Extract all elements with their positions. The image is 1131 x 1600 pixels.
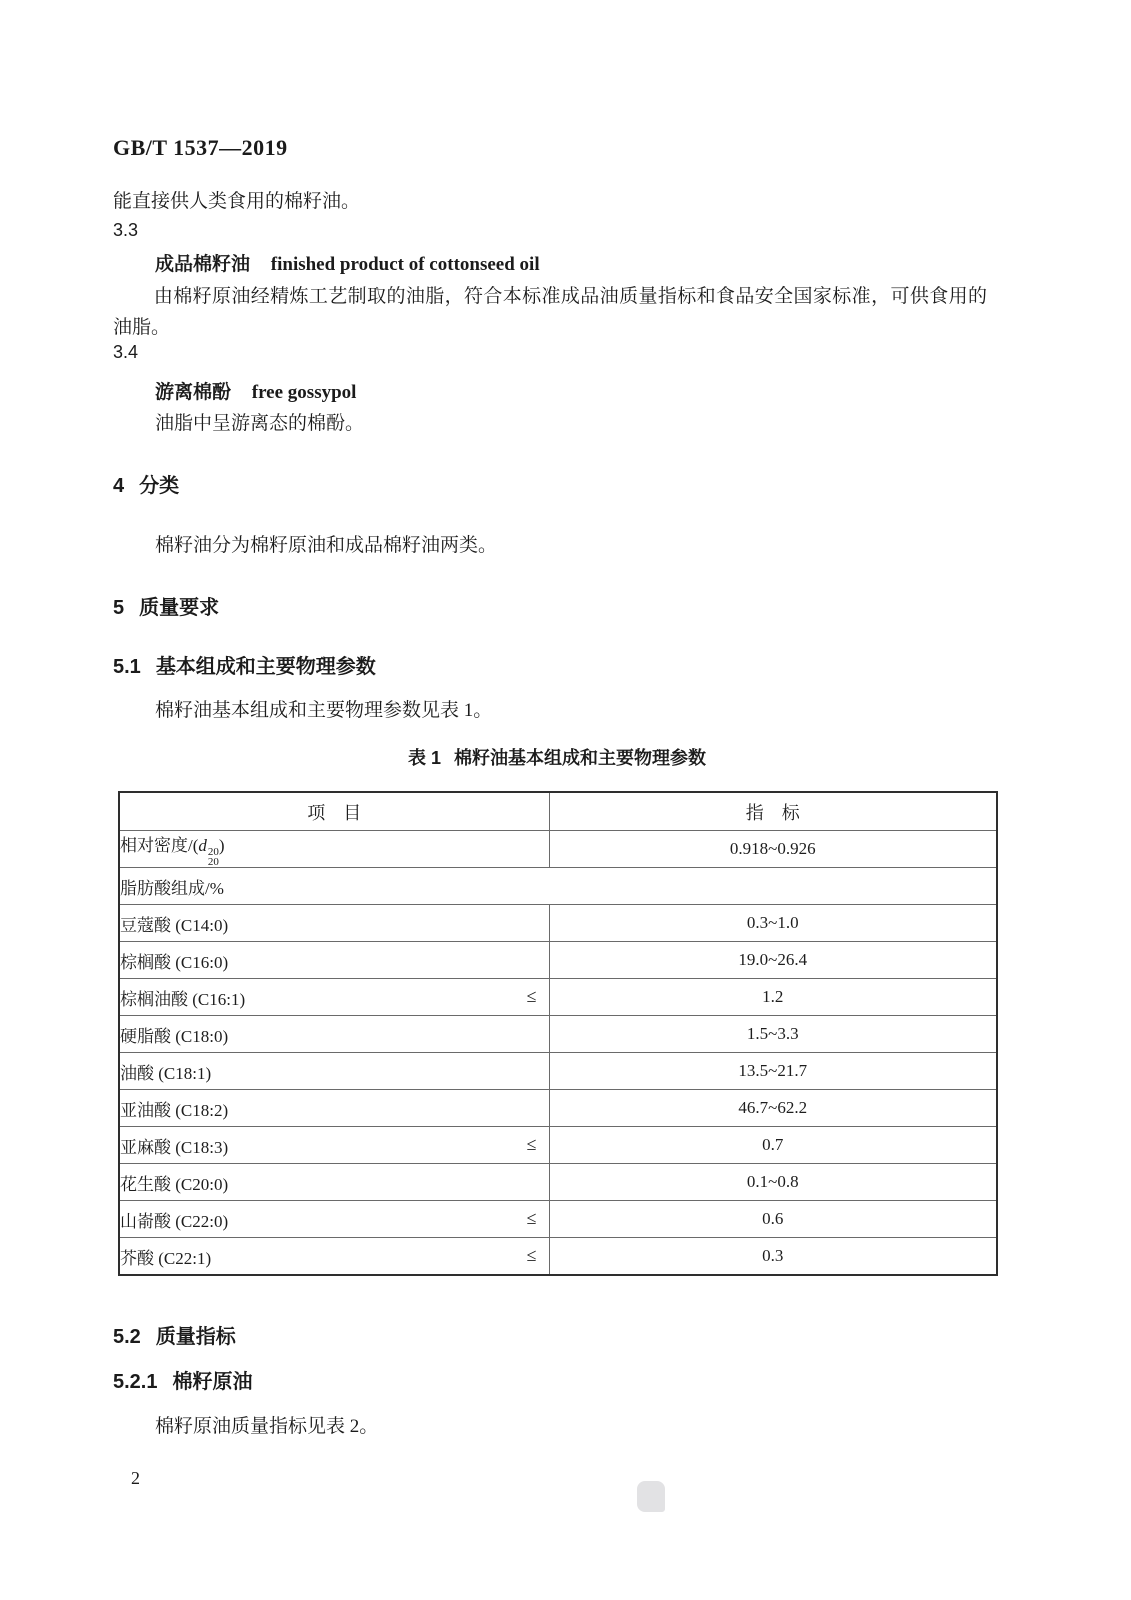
less-than-or-equal-sign: ≤ [526,1208,537,1229]
term-en-3-3: finished product of cottonseed oil [270,254,540,275]
value-cell: 0.3 [549,1238,997,1276]
table-row [119,1164,997,1201]
table-row [119,1090,997,1127]
section-heading-5-1 [113,650,376,679]
less-than-or-equal-sign: ≤ [526,1245,537,1266]
section-heading-5 [113,591,219,620]
item-cell: 豆蔻酸 (C14:0) [119,905,549,942]
group-header-cell: 脂肪酸组成/% [119,868,997,905]
value-cell: 0.3~1.0 [549,905,997,942]
column-header-spec: 指 标 [549,792,997,831]
item-cell: 硬脂酸 (C18:0) [119,1016,549,1053]
table1-tbody [119,831,997,1276]
table-row [119,1053,997,1090]
less-than-or-equal-sign: ≤ [526,1134,537,1155]
term-zh-3-4: 游离棉酚 [155,382,232,403]
paragraph-intro: 能直接供人类食用的棉籽油。 [113,191,361,212]
value-cell: 0.6 [549,1201,997,1238]
table-row [119,1238,997,1276]
section-title: 棉籽原油 [172,1371,253,1393]
section-number: 5.1 [113,656,141,678]
section-title: 分类 [139,475,180,497]
less-than-or-equal-sign: ≤ [526,986,537,1007]
section-number: 5.2.1 [113,1371,158,1393]
table-row [119,979,997,1016]
item-cell: 芥酸 (C22:1) ≤ [119,1238,549,1276]
section-number: 5.2 [113,1326,141,1348]
section-number: 4 [113,475,125,497]
clause-number-3-3: 3.3 [113,220,139,240]
clause-number-3-4: 3.4 [113,342,139,362]
section-title: 质量指标 [155,1326,236,1348]
sup-sub-20-20: 20 20 [207,846,219,868]
section-title: 基本组成和主要物理参数 [155,656,376,678]
paragraph-section-5-1: 棉籽油基本组成和主要物理参数见表 1。 [155,700,493,721]
table1 [118,791,998,1276]
table-caption-title: 棉籽油基本组成和主要物理参数 [454,748,706,768]
value-cell: 1.5~3.3 [549,1016,997,1053]
section-heading-4 [113,469,179,498]
table-row [119,1201,997,1238]
item-cell: 山嵛酸 (C22:0) ≤ [119,1201,549,1238]
table-caption-label: 表 1 [407,748,441,768]
table-row [119,868,997,905]
table1-caption [118,744,996,770]
table-row [119,942,997,979]
definition-3-4: 油脂中呈游离态的棉酚。 [155,413,365,434]
item-cell: 花生酸 (C20:0) [119,1164,549,1201]
section-heading-5-2 [113,1320,236,1349]
column-header-item: 项 目 [119,792,549,831]
term-entry-3-3 [155,249,540,276]
paragraph-section-4: 棉籽油分为棉籽原油和成品棉籽油两类。 [155,535,498,556]
item-cell: 棕榈油酸 (C16:1) ≤ [119,979,549,1016]
paragraph-section-5-2-1: 棉籽原油质量指标见表 2。 [155,1416,379,1437]
section-number: 5 [113,597,125,619]
table-row [119,1127,997,1164]
value-cell: 0.7 [549,1127,997,1164]
term-en-3-4: free gossypol [251,382,357,403]
table-row [119,905,997,942]
item-cell: 亚麻酸 (C18:3) ≤ [119,1127,549,1164]
value-cell: 46.7~62.2 [549,1090,997,1127]
term-entry-3-4 [155,377,356,404]
item-cell: 相对密度/(d 20 20 ) [119,831,549,868]
value-cell: 13.5~21.7 [549,1053,997,1090]
item-cell: 油酸 (C18:1) [119,1053,549,1090]
section-heading-5-2-1 [113,1365,252,1394]
table-row [119,1016,997,1053]
value-cell: 0.918~0.926 [549,831,997,868]
item-cell: 棕榈酸 (C16:0) [119,942,549,979]
doc-code: GB/T 1537—2019 [113,135,288,160]
table-row [119,831,997,868]
table-header-row [119,792,997,831]
value-cell: 1.2 [549,979,997,1016]
scan-artifact-mark [637,1481,665,1512]
value-cell: 0.1~0.8 [549,1164,997,1201]
definition-3-3: 由棉籽原油经精炼工艺制取的油脂，符合本标准成品油质量指标和食品安全国家标准，可供食用的油脂。 [113,286,987,338]
value-cell: 19.0~26.4 [549,942,997,979]
item-cell: 亚油酸 (C18:2) [119,1090,549,1127]
section-title: 质量要求 [139,597,220,619]
page-number: 2 [131,1468,140,1488]
term-zh-3-3: 成品棉籽油 [155,254,251,275]
